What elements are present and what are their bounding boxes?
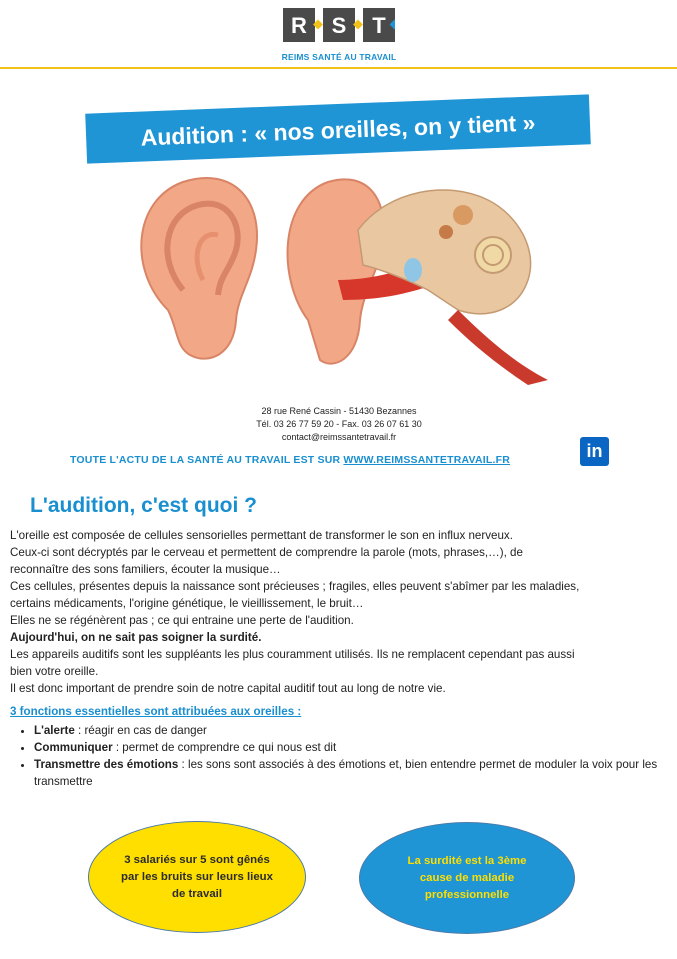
function-desc: : réagir en cas de danger [74, 724, 207, 737]
news-prefix: TOUTE L'ACTU DE LA SANTÉ AU TRAVAIL EST SUR [70, 454, 344, 466]
logo-letter-t: T [372, 13, 386, 38]
function-term: L'alerte [34, 724, 75, 737]
paragraph-line: certains médicaments, l'origine génétique, le vieillissement, le bruit… [10, 597, 364, 610]
paragraph-line: Ceux-ci sont décryptés par le cerveau et permettent de comprendre la parole (mots, phrases,…), de [10, 546, 523, 559]
paragraph-line: Les appareils auditifs sont les suppléants les plus couramment utilisés. Ils ne remplacent cependant pas aussi [10, 648, 575, 661]
functions-title: 3 fonctions essentielles sont attribuées aux oreilles : [10, 705, 302, 718]
noise-stat-bubble [88, 821, 306, 933]
paragraph-line: bien votre oreille. [10, 665, 99, 678]
function-desc: : permet de comprendre ce qui nous est dit [112, 740, 337, 754]
paragraph-line: Il est donc important de prendre soin de notre capital auditif tout au long de notre vie. [10, 682, 446, 695]
deafness-stat-bubble [359, 822, 575, 934]
linkedin-icon[interactable] [580, 437, 609, 466]
logo-letter-r: R [291, 13, 307, 38]
contact-address: 28 rue René Cassin - 51430 Bezannes [261, 406, 417, 416]
contact-phone: Tél. 03 26 77 59 20 - Fax. 03 26 07 61 30 [256, 419, 422, 429]
bubble-line: La surdité est la 3ème [407, 854, 527, 867]
rst-logo [281, 8, 397, 66]
function-desc: : les sons sont associés à des émotions et, bien entendre permet de moduler la voix pour les transmettre [34, 757, 658, 788]
paragraph-line: reconnaître des sons familiers, écouter la musique… [10, 563, 281, 576]
contact-email[interactable]: contact@reimssantetravail.fr [281, 432, 397, 442]
logo-tagline: REIMS SANTÉ AU TRAVAIL [281, 52, 397, 62]
paragraph-line: L'oreille est composée de cellules sensorielles permettant de transformer le son en influx nerveux. [10, 529, 513, 542]
function-term: Transmettre des émotions [34, 757, 179, 771]
bubble-line: cause de maladie [419, 871, 515, 884]
header-divider [0, 67, 677, 69]
bubble-line: de travail [171, 887, 223, 900]
list-item [34, 723, 674, 740]
key-statement: Aujourd'hui, on ne sait pas soigner la surdité. [10, 631, 262, 644]
bubble-line: 3 salariés sur 5 sont gênés [124, 853, 270, 866]
linkedin-icon-label: in [586, 441, 603, 461]
website-link[interactable]: WWW.REIMSSANTETRAVAIL.FR [343, 454, 510, 466]
function-term: Communiquer [34, 740, 113, 754]
functions-list [14, 723, 674, 791]
bubble-line: par les bruits sur leurs lieux [121, 870, 273, 883]
section-title: L'audition, c'est quoi ? [30, 494, 257, 517]
list-item [34, 740, 674, 757]
list-item [34, 757, 674, 791]
ear-illustration [128, 170, 553, 385]
bubble-line: professionnelle [424, 888, 510, 901]
news-line [70, 454, 510, 466]
paragraph-line: Elles ne se régénèrent pas ; ce qui entraine une perte de l'audition. [10, 614, 354, 627]
rst-logo-mark [283, 8, 395, 44]
page-title: Audition : « nos oreilles, on y tient » [140, 109, 536, 151]
paragraph-line: Ces cellules, présentes depuis la naissance sont précieuses ; fragiles, elles peuvent s'abîmer par les maladies, [10, 580, 580, 593]
logo-letter-s: S [331, 13, 347, 38]
